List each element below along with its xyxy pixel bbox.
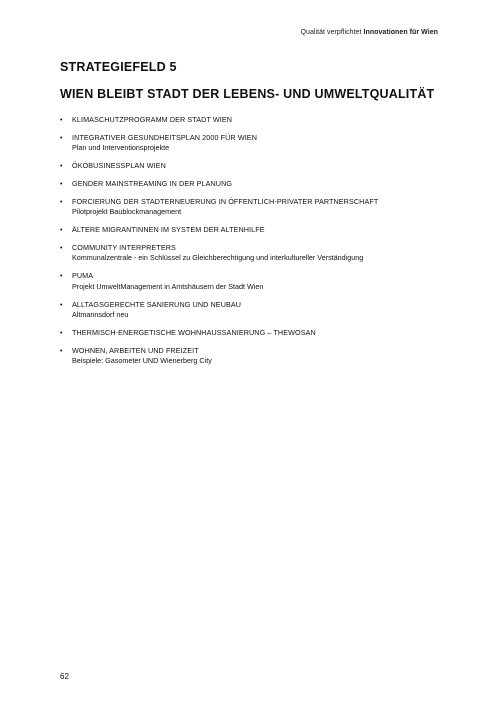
- list-item: [60, 179, 460, 190]
- list-item-subtitle: Beispiele: Gasometer UND Wienerberg City: [72, 356, 212, 366]
- list-item: [60, 225, 460, 236]
- bullet-icon: •: [60, 132, 63, 142]
- list-item: [60, 197, 460, 218]
- list-item-title: ÄLTERE MIGRANTINNEN IM SYSTEM DER ALTENHILFE: [72, 225, 265, 235]
- list-item: [60, 161, 460, 172]
- list-item-title: ALLTAGSGERECHTE SANIERUNG UND NEUBAU: [72, 299, 242, 309]
- list-item-title: GENDER MAINSTREAMING IN DER PLANUNG: [72, 178, 233, 188]
- bullet-icon: •: [60, 328, 63, 337]
- list-item-title: FORCIERUNG DER STADTERNEUERUNG IN ÖFFENTLICH-PRIVATER PARTNERSCHAFT: [72, 196, 379, 206]
- bullet-icon: •: [60, 225, 63, 235]
- list-item: [60, 133, 460, 154]
- running-header-emphasis: Innovationen für Wien: [363, 29, 438, 36]
- list-item-subtitle: Plan und Interventionsprojekte: [72, 143, 170, 153]
- list-item-title: WOHNEN, ARBEITEN UND FREIZEIT: [72, 345, 199, 355]
- list-item-title: KLIMASCHUTZPROGRAMM DER STADT WIEN: [72, 115, 233, 124]
- project-list: [60, 115, 460, 374]
- list-item: [60, 346, 460, 367]
- bullet-icon: •: [60, 242, 63, 252]
- list-item: [60, 243, 460, 264]
- running-header: [301, 29, 438, 36]
- list-item-subtitle: Pilotprojekt Baublockmanagement: [72, 207, 182, 217]
- running-header-prefix: Qualität verpflichtet: [300, 29, 362, 36]
- bullet-icon: •: [60, 161, 63, 171]
- list-item-title: THERMISCH-ENERGETISCHE WOHNHAUSSANIERUNG – THEWOSAN: [72, 328, 316, 337]
- list-item-title: PUMA: [72, 271, 94, 281]
- list-item-title: COMMUNITY INTERPRETERS: [72, 242, 176, 252]
- list-item-title: INTEGRATIVER GESUNDHEITSPLAN 2000 FÜR WIEN: [72, 132, 257, 142]
- bullet-icon: •: [60, 299, 63, 309]
- list-item-subtitle: Altmannsdorf neu: [72, 310, 129, 320]
- list-item: [60, 115, 460, 126]
- strategy-field-label: STRATEGIEFELD 5: [60, 60, 177, 74]
- bullet-icon: •: [60, 178, 63, 188]
- bullet-icon: •: [60, 196, 63, 206]
- bullet-icon: •: [60, 271, 63, 281]
- list-item: [60, 271, 460, 292]
- bullet-icon: •: [60, 115, 63, 124]
- bullet-icon: •: [60, 345, 63, 355]
- list-item: [60, 300, 460, 321]
- list-item-subtitle: Kommunalzentrale - ein Schlüssel zu Gleichberechtigung und interkultureller Verständigung: [72, 253, 364, 263]
- list-item-title: ÖKOBUSINESSPLAN WIEN: [72, 161, 166, 171]
- page-number: 62: [60, 672, 69, 681]
- list-item: [60, 328, 460, 339]
- section-title: WIEN BLEIBT STADT DER LEBENS- UND UMWELTQUALITÄT: [60, 87, 435, 101]
- list-item-subtitle: Projekt UmweltManagement in Amtshäusern der Stadt Wien: [72, 281, 264, 291]
